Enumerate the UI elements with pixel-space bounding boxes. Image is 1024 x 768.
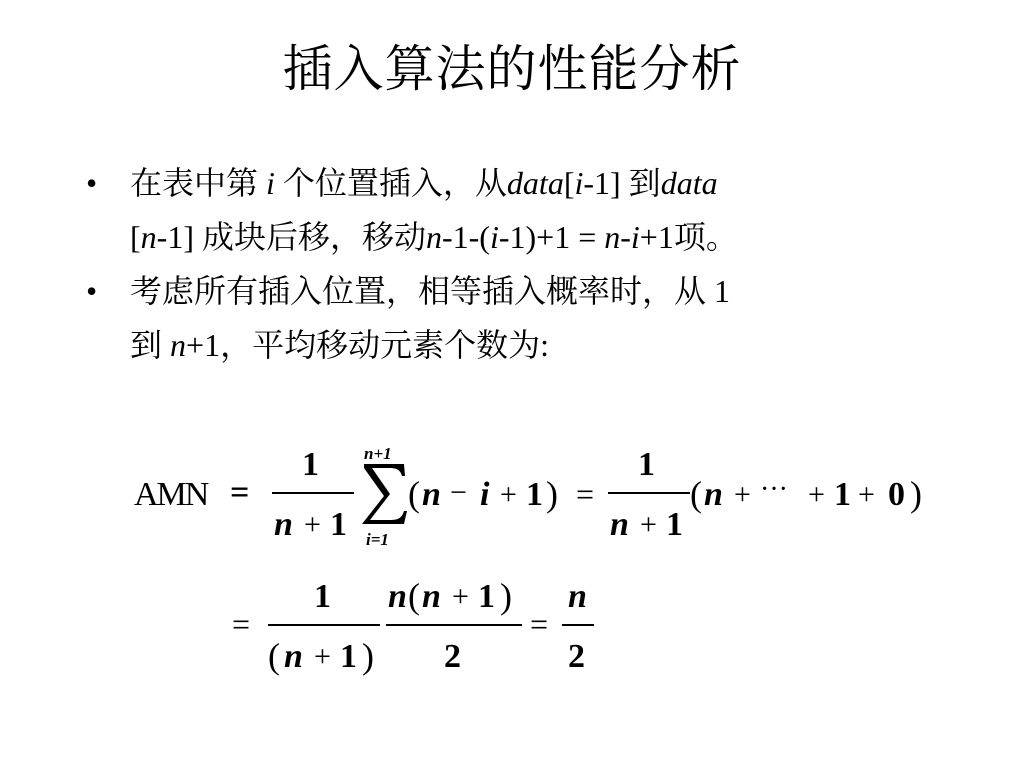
paren-close: ) xyxy=(362,636,374,676)
frac-denominator-plus: + xyxy=(304,508,321,541)
text: 在表中第 xyxy=(130,165,267,201)
var-n: n xyxy=(170,327,187,363)
bullet-list xyxy=(86,156,946,372)
sum-upper-limit: n+1 xyxy=(364,444,392,463)
var-i: i xyxy=(489,219,499,255)
var-i: i xyxy=(266,165,275,201)
frac2-numerator: 1 xyxy=(638,446,655,483)
bullet-dot-icon: • xyxy=(86,273,98,309)
var-i: i xyxy=(480,476,490,513)
fraction-bar xyxy=(562,624,594,626)
one: 1 xyxy=(340,638,357,675)
text: +1，平均移动元素个数为: xyxy=(186,327,549,363)
paren-open: ( xyxy=(268,636,280,676)
var-i: i xyxy=(574,165,584,201)
bullet-dot-icon: • xyxy=(86,165,98,201)
frac5-numerator: n xyxy=(568,578,587,615)
paren-open: ( xyxy=(690,474,702,514)
zero: 0 xyxy=(888,476,905,513)
one: 1 xyxy=(834,476,851,513)
var-n: n xyxy=(388,578,407,615)
sum-lower-limit: i=1 xyxy=(366,530,389,549)
summation-icon xyxy=(360,462,408,526)
minus: − xyxy=(450,476,467,509)
var-n: n xyxy=(422,476,441,513)
var-n: n xyxy=(704,476,723,513)
paren-close: ) xyxy=(546,474,558,514)
fraction-bar xyxy=(386,624,522,626)
fraction-bar xyxy=(268,624,380,626)
text: -1] 到 xyxy=(583,165,661,201)
frac2-denominator-n: n xyxy=(610,506,629,543)
text: +1项。 xyxy=(639,219,738,255)
text: -1)+1 = xyxy=(498,219,605,255)
text: [ xyxy=(563,165,575,201)
frac3-numerator: 1 xyxy=(314,578,331,615)
text: 个位置插入，从 xyxy=(274,165,507,201)
equals: = xyxy=(232,606,251,642)
plus: + xyxy=(452,580,469,613)
paren-open: ( xyxy=(408,576,420,616)
var-n: n xyxy=(425,219,442,255)
frac-denominator-one: 1 xyxy=(330,506,347,543)
frac-denominator-n: n xyxy=(274,506,293,543)
paren-open: ( xyxy=(408,474,420,514)
bullet-item-1 xyxy=(86,156,946,264)
dots: ··· xyxy=(760,474,788,505)
fraction-bar xyxy=(272,492,354,494)
frac-numerator: 1 xyxy=(302,446,319,483)
one: 1 xyxy=(526,476,543,513)
var-data: data xyxy=(660,165,718,201)
plus: + xyxy=(734,478,751,511)
fraction-bar xyxy=(608,492,690,494)
frac2-denominator-plus: + xyxy=(640,508,657,541)
text: [ xyxy=(130,219,141,255)
frac4-denominator: 2 xyxy=(444,638,461,675)
formula-eq: = xyxy=(230,474,250,511)
plus: + xyxy=(858,478,875,511)
var-i: i xyxy=(630,219,640,255)
plus: + xyxy=(314,640,331,673)
slide-title: 插入算法的性能分析 xyxy=(282,41,742,97)
frac2-denominator-one: 1 xyxy=(666,506,683,543)
text: 到 xyxy=(130,327,171,363)
var-data: data xyxy=(506,165,564,201)
equals: = xyxy=(530,606,549,642)
formula-amn: AMN xyxy=(134,476,208,513)
text: -1-( xyxy=(441,219,490,255)
frac5-denominator: 2 xyxy=(568,638,585,675)
equals: = xyxy=(576,476,595,512)
text: 考虑所有插入位置，相等插入概率时，从 1 xyxy=(130,273,731,309)
var-n: n xyxy=(284,638,303,675)
bullet-item-2 xyxy=(86,264,946,372)
paren-close: ) xyxy=(910,474,922,514)
plus: + xyxy=(808,478,825,511)
var-n: n xyxy=(140,219,157,255)
one: 1 xyxy=(478,578,495,615)
var-n: n xyxy=(604,219,621,255)
var-n: n xyxy=(422,578,441,615)
paren-close: ) xyxy=(500,576,512,616)
plus: + xyxy=(500,478,517,511)
text: -1] 成块后移，移动 xyxy=(156,219,426,255)
text: - xyxy=(620,219,631,255)
